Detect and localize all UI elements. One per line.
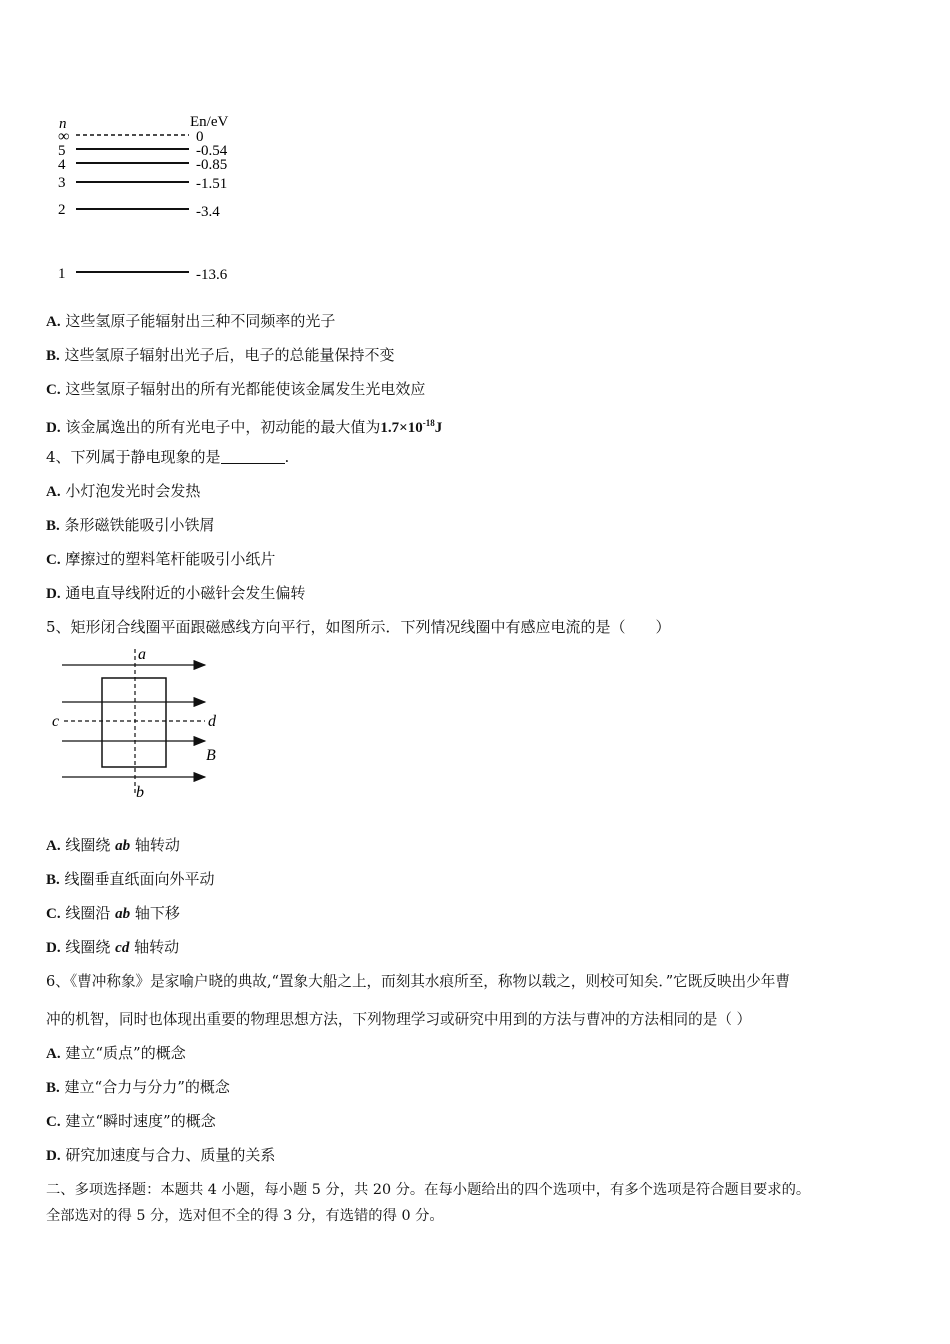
q6-stem-text: 6、《曹冲称象》是家喻户晓的典故,“置象大船之上，而刻其水痕所至，称物以载之，则校可知矣．”它既反映出少年曹: [46, 973, 790, 990]
section2-text: 全部选对的得 5 分，选对但不全的得 3 分，有选错的得 0 分。: [46, 1208, 444, 1224]
q6-option-a: [46, 1043, 186, 1064]
label-d: d: [208, 713, 216, 730]
option-letter: D.: [46, 940, 61, 956]
level-2-value: -3.4: [196, 204, 220, 220]
option-letter: C.: [46, 906, 61, 922]
option-letter: A.: [46, 314, 61, 330]
option-text-end: 轴转动: [129, 938, 180, 956]
option-letter: C.: [46, 552, 61, 568]
coil-in-field-figure: [50, 645, 230, 805]
option-text: 建立“瞬时速度”的概念: [65, 1112, 216, 1130]
q5-stem-text: 5、矩形闭合线圈平面跟磁感线方向平行，如图所示．下列情况线圈中有感应电流的是（ ）: [46, 618, 671, 636]
q6-option-d: [46, 1145, 275, 1166]
q4-stem-text: 4、下列属于静电现象的是: [46, 448, 221, 466]
level-1-n: 1: [58, 266, 66, 282]
option-letter: B.: [46, 518, 60, 534]
label-b: b: [136, 784, 144, 801]
level-4-value: -0.85: [196, 157, 228, 173]
axis-name: ab: [115, 906, 131, 922]
q5-stem: [46, 617, 671, 637]
level-3-n: 3: [58, 175, 66, 191]
max-energy-unit: J: [434, 420, 443, 436]
q3-option-a: [46, 311, 335, 332]
option-text: 小灯泡发光时会发热: [65, 482, 201, 500]
option-text: 这些氢原子辐射出的所有光都能使该金属发生光电效应: [65, 380, 426, 398]
q5-option-a: [46, 835, 180, 856]
option-letter: B.: [46, 872, 60, 888]
option-letter: C.: [46, 1114, 61, 1130]
option-letter: B.: [46, 348, 60, 364]
q4-option-a: [46, 481, 200, 502]
label-c: c: [52, 713, 60, 730]
option-text: 建立“质点”的概念: [65, 1044, 186, 1062]
level-5-n: 5: [58, 143, 66, 159]
q6-option-b: [46, 1077, 230, 1098]
max-energy-value: 1.7×10: [380, 420, 423, 436]
section2-instructions-line1: [46, 1180, 810, 1200]
axis-name: ab: [115, 838, 131, 854]
option-letter: A.: [46, 1046, 61, 1062]
q6-stem-line1: [46, 972, 790, 992]
q3-option-c: [46, 379, 425, 400]
option-text: 通电直导线附近的小磁针会发生偏转: [65, 584, 306, 602]
option-text: 该金属逸出的所有光电子中，初动能的最大值为: [65, 418, 381, 436]
coil-rectangle: [102, 678, 166, 767]
level-4-n: 4: [58, 157, 66, 173]
option-letter: D.: [46, 586, 61, 602]
label-B: B: [206, 747, 216, 764]
option-text: 线圈沿: [65, 904, 116, 922]
option-letter: C.: [46, 382, 61, 398]
option-text: 线圈垂直纸面向外平动: [64, 870, 215, 888]
option-text: 线圈绕: [65, 938, 116, 956]
option-letter: D.: [46, 420, 61, 436]
option-text: 摩擦过的塑料笔杆能吸引小纸片: [65, 550, 276, 568]
q6-stem-line2: [46, 1010, 751, 1030]
level-1-value: -13.6: [196, 267, 228, 283]
level-inf-value: 0: [196, 129, 204, 145]
option-text: 建立“合力与分力”的概念: [64, 1078, 230, 1096]
q4-option-d: [46, 583, 305, 604]
option-letter: A.: [46, 838, 61, 854]
option-letter: D.: [46, 1148, 61, 1164]
option-letter: A.: [46, 484, 61, 500]
answer-blank: [221, 449, 285, 464]
option-text: 这些氢原子能辐射出三种不同频率的光子: [65, 312, 336, 330]
axis-name: cd: [115, 940, 130, 956]
energy-axis-label: En/eV: [190, 114, 229, 130]
energy-level-diagram: [54, 110, 254, 290]
q3-option-b: [46, 345, 395, 366]
level-3-value: -1.51: [196, 176, 228, 192]
option-text: 研究加速度与合力、质量的关系: [65, 1146, 276, 1164]
q4-option-c: [46, 549, 275, 570]
q4-stem: [46, 447, 289, 467]
n-axis-label: n: [59, 116, 67, 132]
max-energy-exponent: -18: [422, 418, 435, 428]
option-letter: B.: [46, 1080, 60, 1096]
option-text-end: 轴下移: [130, 904, 180, 922]
option-text: 线圈绕: [65, 836, 116, 854]
level-5-value: -0.54: [196, 143, 228, 159]
level-inf-n: ∞: [58, 128, 70, 145]
q4-stem-end: .: [284, 448, 290, 466]
q4-option-b: [46, 515, 215, 536]
q5-option-b: [46, 869, 215, 890]
q6-stem-text: 冲的机智，同时也体现出重要的物理思想方法，下列物理学习或研究中用到的方法与曹冲的方法相同的是（ ）: [46, 1011, 752, 1028]
option-text-end: 轴转动: [130, 836, 180, 854]
label-a: a: [138, 646, 146, 663]
q6-option-c: [46, 1111, 216, 1132]
option-text: 这些氢原子辐射出光子后，电子的总能量保持不变: [64, 346, 395, 364]
level-2-n: 2: [58, 202, 66, 218]
q5-option-d: [46, 937, 179, 958]
section2-instructions-line2: [46, 1206, 444, 1226]
q3-option-d: [46, 413, 442, 438]
q5-option-c: [46, 903, 180, 924]
section2-text: 二、多项选择题：本题共 4 小题，每小题 5 分，共 20 分。在每小题给出的四个选项中，有多个选项是符合题目要求的。: [46, 1182, 811, 1198]
option-text: 条形磁铁能吸引小铁屑: [64, 516, 215, 534]
